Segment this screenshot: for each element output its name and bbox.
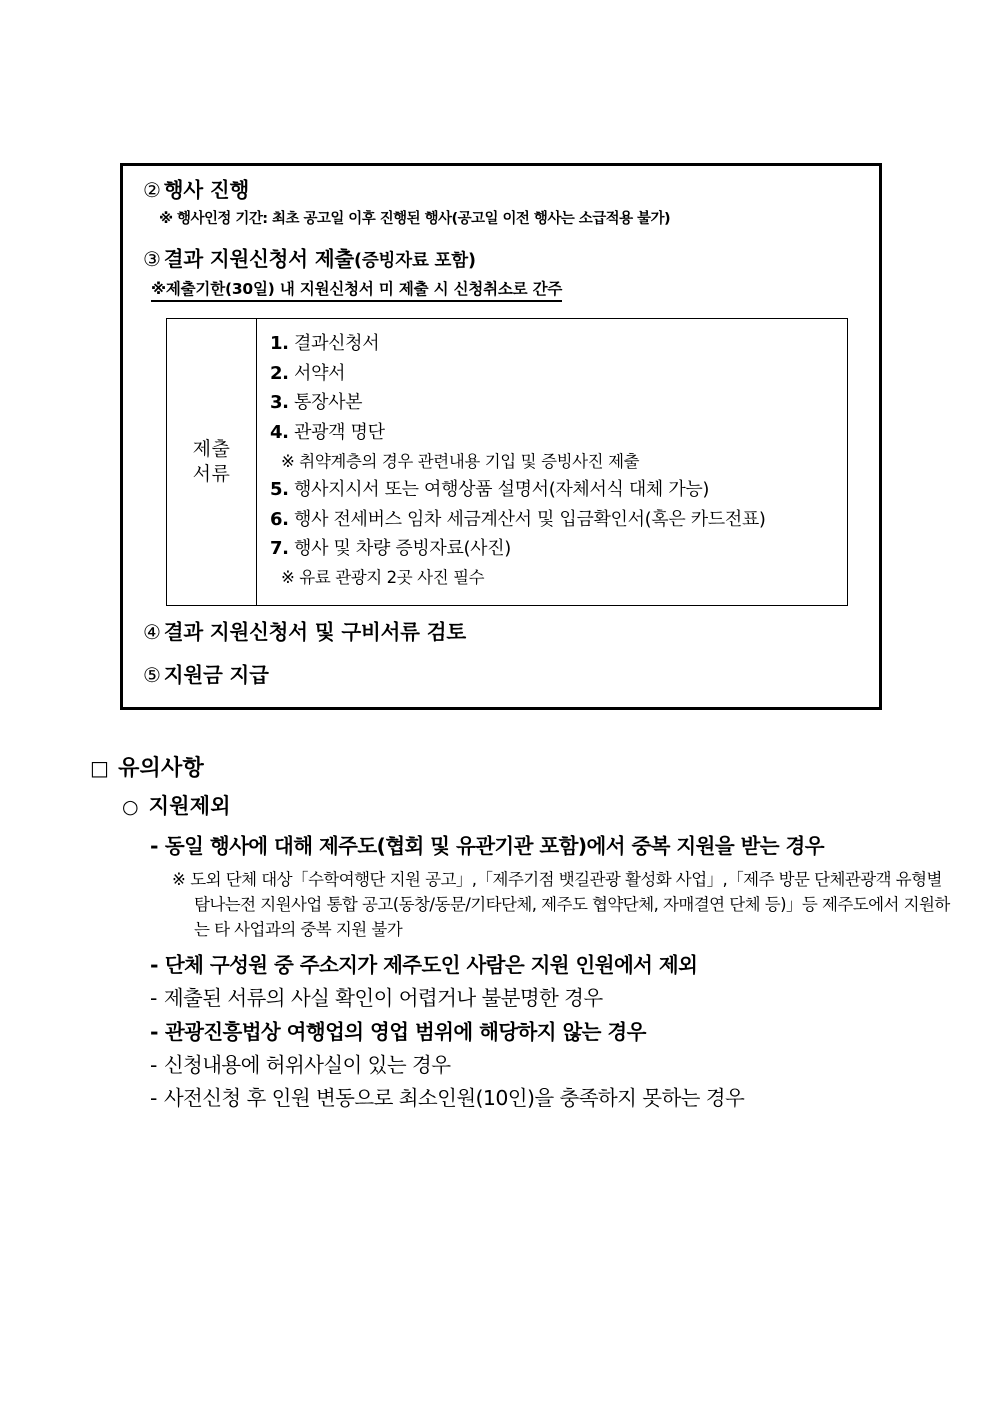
notice-subheading <box>90 791 950 823</box>
step-label-4: 결과 지원신청서 및 구비서류 검토 <box>163 620 466 644</box>
notice-bullet-list <box>90 831 950 1114</box>
document-item-text: 결과신청서 <box>294 333 380 354</box>
notice-bullet-item <box>150 831 950 861</box>
document-item <box>270 534 847 564</box>
step-label-3-suffix: (증빙자료 포함) <box>354 251 476 272</box>
process-step-3 <box>123 245 879 275</box>
document-note-marker: ※ <box>281 568 295 588</box>
dash-bullet-icon: - <box>150 953 158 978</box>
notice-bullet-item <box>150 1050 950 1080</box>
document-item <box>270 359 847 389</box>
document-item-number: 7. <box>270 538 289 560</box>
process-step-2 <box>123 176 879 206</box>
document-note-text: 유료 관광지 2곳 사진 필수 <box>299 568 485 588</box>
notice-section <box>90 752 950 1117</box>
step-label-2: 행사 진행 <box>163 178 250 202</box>
process-step-3-note-text: ※제출기한(30일) 내 지원신청서 미 제출 시 신청취소로 간주 <box>151 280 562 302</box>
notice-bullet-item <box>150 950 950 980</box>
notice-bullet-text: 관광진흥법상 여행업의 영업 범위에 해당하지 않는 경우 <box>164 1019 646 1044</box>
label-line-2: 서류 <box>192 463 231 485</box>
submission-documents-table <box>166 318 848 606</box>
dash-bullet-icon: - <box>150 1019 158 1044</box>
circle-bullet-icon: ○ <box>122 796 139 818</box>
dash-bullet-icon: - <box>150 1086 157 1111</box>
document-item-text: 관광객 명단 <box>294 422 385 444</box>
document-item <box>270 388 847 418</box>
document-item-number: 6. <box>270 508 289 530</box>
notice-footnote <box>150 867 950 942</box>
document-note-marker: ※ <box>281 451 295 471</box>
notice-bullet-item <box>150 983 950 1013</box>
document-note-text: 취약계층의 경우 관련내용 기입 및 증빙사진 제출 <box>299 451 640 471</box>
process-box <box>120 163 882 710</box>
label-line-1: 제출 <box>192 437 231 460</box>
notice-subheading-text: 지원제외 <box>148 794 231 818</box>
document-item-note <box>270 448 847 475</box>
notice-bullet-text: 사전신청 후 인원 변동으로 최소인원(10인)을 충족하지 못하는 경우 <box>163 1086 745 1111</box>
document-item-text: 서약서 <box>294 362 346 384</box>
document-item-number: 1. <box>270 333 289 354</box>
process-step-2-note: ※ 행사인정 기간: 최초 공고일 이후 진행된 행사(공고일 이전 행사는 소급적용 불가) <box>159 210 671 227</box>
step-marker-5: ⑤ <box>143 662 161 687</box>
notice-bullet-text: 제출된 서류의 사실 확인이 어렵거나 불분명한 경우 <box>163 986 603 1011</box>
process-step-3-note <box>123 279 879 301</box>
spacer <box>123 229 879 245</box>
spacer <box>123 648 879 661</box>
document-item-number: 4. <box>270 422 289 444</box>
step-label-5: 지원금 지급 <box>163 662 269 687</box>
document-item-text: 행사 및 차량 증빙자료(사진) <box>294 538 511 560</box>
step-marker-4: ④ <box>143 620 161 644</box>
document-item <box>270 329 847 359</box>
notice-bullet-item <box>150 1017 950 1047</box>
notice-bullet-text: 신청내용에 허위사실이 있는 경우 <box>163 1053 451 1078</box>
dash-bullet-icon: - <box>150 1053 157 1078</box>
reference-mark-icon: ※ <box>172 869 186 889</box>
document-item-number: 2. <box>270 362 289 384</box>
document-item <box>270 505 847 535</box>
notice-bullet-text: 단체 구성원 중 주소지가 제주도인 사람은 지원 인원에서 제외 <box>164 953 698 978</box>
notice-bullet-text: 동일 행사에 대해 제주도(협회 및 유관기관 포함)에서 중복 지원을 받는 경우 <box>164 833 824 858</box>
step-marker-2: ② <box>143 178 161 202</box>
notice-bullet-item <box>150 1083 950 1113</box>
document-item-text: 통장사본 <box>294 392 363 414</box>
notice-footnote-text: 도외 단체 대상「수학여행단 지원 공고」,「제주기점 뱃길관광 활성화 사업」,「제주 방문 단체관광객 유형별 탐나는전 지원사업 통합 공고(동창/동문/기타단체, 제주도 협약단체, 자매결연 단체 등)」등 제주도에서 지원하는 타 사업과의 중복 지원 불가 <box>190 869 950 939</box>
process-step-4 <box>123 618 879 648</box>
notice-heading-text: 유의사항 <box>118 756 204 781</box>
document-item-note <box>270 564 847 591</box>
document-item-text: 행사지시서 또는 여행상품 설명서(자체서식 대체 가능) <box>294 478 710 500</box>
process-steps-tail <box>123 618 879 690</box>
document-item-text: 행사 전세버스 임차 세금계산서 및 입금확인서(혹은 카드전표) <box>294 508 766 530</box>
dash-bullet-icon: - <box>150 986 157 1011</box>
document-item-number: 3. <box>270 392 289 414</box>
submission-documents-label-cell <box>167 319 257 605</box>
step-marker-3: ③ <box>143 247 161 272</box>
document-item <box>270 418 847 448</box>
dash-bullet-icon: - <box>150 833 158 858</box>
submission-documents-list <box>257 319 847 605</box>
document-item-number: 5. <box>270 478 289 500</box>
document-item <box>270 475 847 505</box>
notice-heading <box>90 752 950 785</box>
step-label-3: 결과 지원신청서 제출 <box>163 247 355 272</box>
square-bullet-icon: □ <box>90 756 110 780</box>
process-step-5 <box>123 661 879 691</box>
